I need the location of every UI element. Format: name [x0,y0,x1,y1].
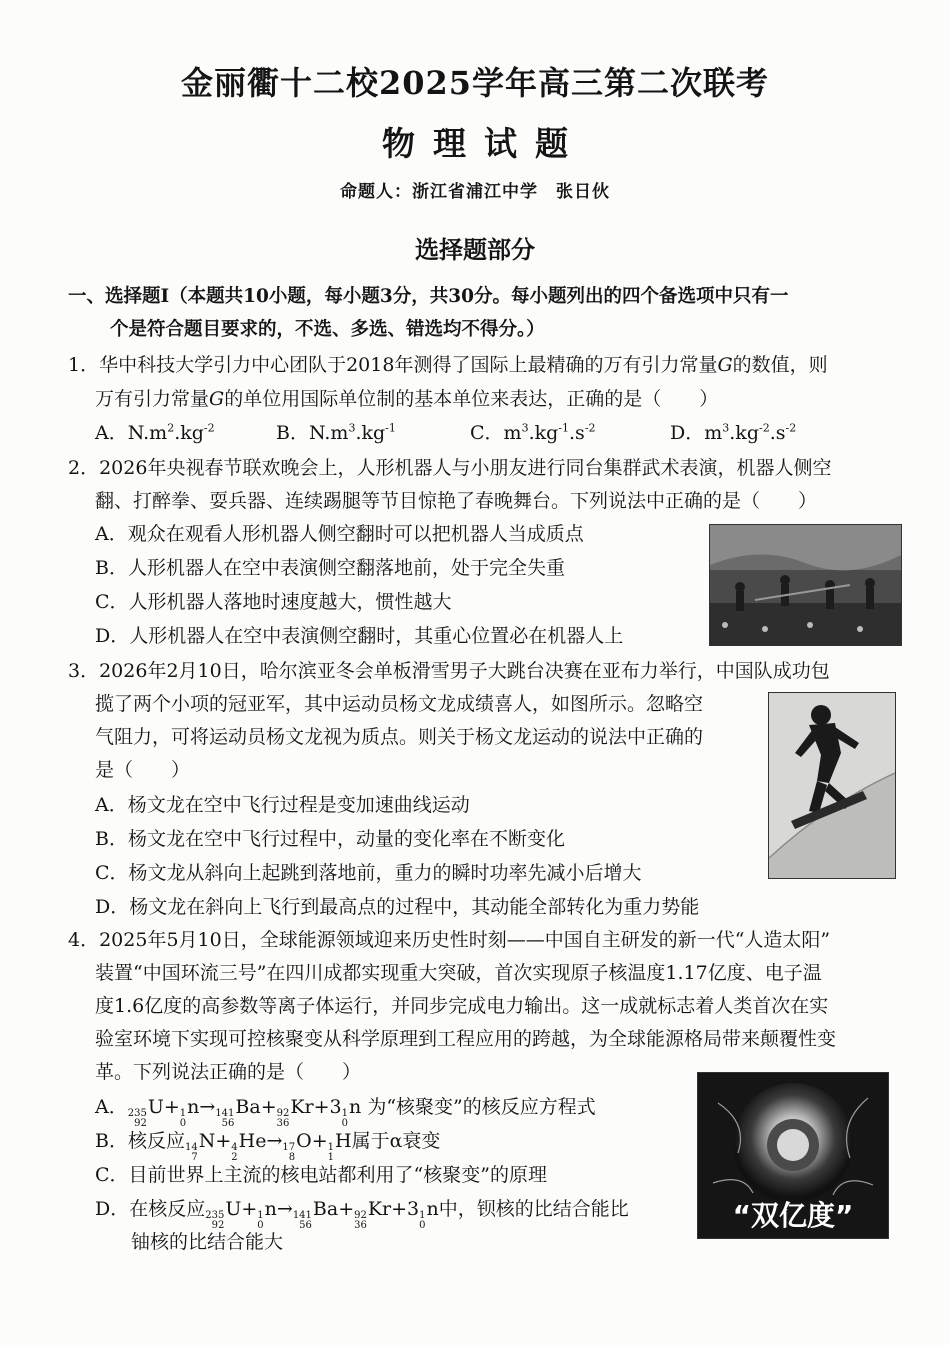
q4-option-b: B．核反应 14 7 N+ 4 2 He→ 17 8 O+ 1 1 H属于α衰变 [95,1130,441,1163]
q4-option-a: A． 235 92 U+ 1 0 n→ 141 56 Ba+ 92 36 Kr+3 1 0 n 为“核聚变”的核反应方程式 [95,1096,596,1129]
q4-stem-cont-4: 革。下列说法正确的是（ ） [95,1061,362,1083]
author-line [0,177,950,202]
q4-stem-cont-2: 度1.6亿度的高参数等离子体运行，并同步完成电力输出。这一成就标志着人类首次在实 [95,995,829,1017]
q3-stem: 3．2026年2月10日，哈尔滨亚冬会单板滑雪男子大跳台决赛在亚布力举行，中国队成功包 [68,660,830,682]
q2-option-d: D．人形机器人在空中表演侧空翻时，其重心位置必在机器人上 [95,625,624,647]
q4-stem-cont-1: 装置“中国环流三号”在四川成都实现重大突破，首次实现原子核温度1.17亿度、电子温 [95,962,822,984]
q4-option-d-cont: 铀核的比结合能大 [131,1231,284,1253]
q4-stem: 4．2025年5月10日，全球能源领域迎来历史性时刻——中国自主研发的新一代“人造太阳” [68,929,831,951]
robot-performance-photo [709,524,902,646]
q3-option-d: D．杨文龙在斜向上飞行到最高点的过程中，其动能全部转化为重力势能 [95,896,700,918]
q3-stem-cont-1: 揽了两个小项的冠亚军，其中运动员杨文龙成绩喜人，如图所示。忽略空 [95,693,704,715]
q2-option-c: C．人形机器人落地时速度越大，惯性越大 [95,591,452,613]
section-instruction: 一、选择题Ⅰ（本题共10小题，每小题3分，共30分。每小题列出的四个备选项中只有一 [68,286,789,307]
q3-option-b: B．杨文龙在空中飞行过程中，动量的变化率在不断变化 [95,828,565,850]
q3-stem-cont-2: 气阻力，可将运动员杨文龙视为质点。则关于杨文龙运动的说法中正确的 [95,726,704,748]
q3-option-c: C．杨文龙从斜向上起跳到落地前，重力的瞬时功率先减小后增大 [95,862,642,884]
section-title: 选择题部分 [415,235,535,264]
q2-option-a: A．观众在观看人形机器人侧空翻时可以把机器人当成质点 [95,523,584,545]
fusion-caption: “双亿度” [732,1199,854,1232]
q1-option-c: C．$m^3.kg^{-1}.s^{-2}$ [470,421,596,444]
q2-stem: 2．2026年央视春节联欢晚会上，人形机器人与小朋友进行同台集群武术表演，机器人侧空 [68,457,832,479]
fusion-plasma-photo [697,1072,889,1239]
q1-stem-cont: 万有引力常量G的单位用国际单位制的基本单位来表达，正确的是（ ） [95,388,719,410]
q3-option-a: A．杨文龙在空中飞行过程是变加速曲线运动 [95,794,470,816]
section-instruction-cont: 个是符合题目要求的，不选、多选、错选均不得分。） [110,319,545,340]
q4-option-d: D．在核反应 235 92 U+ 1 0 n→ 141 56 Ba+ 92 36 Kr+3 1 0 n中，钡核的比结合能比 [95,1198,629,1231]
q1-option-d: D．$m^3.kg^{-2}.s^{-2}$ [670,421,797,444]
q1-stem: 1．华中科技大学引力中心团队于2018年测得了国际上最精确的万有引力常量G的数值，则 [68,354,828,376]
q3-stem-cont-3: 是（ ） [95,759,191,781]
q2-stem-cont: 翻、打醉拳、耍兵器、连续踢腿等节目惊艳了春晚舞台。下列说法中正确的是（ ） [95,490,818,512]
q1-option-a: A．$N.m^2.kg^{-2}$ [95,421,215,444]
q2-option-b: B．人形机器人在空中表演侧空翻落地前，处于完全失重 [95,557,565,579]
subject-title: 物理试题 [382,124,586,163]
q1-option-b: B．$N.m^3.kg^{-1}$ [276,421,396,444]
author-label: 命题人：浙江省浦江中学 [340,182,538,202]
q4-stem-cont-3: 验室环境下实现可控核聚变从科学原理到工程应用的跨越，为全球能源格局带来颠覆性变 [95,1028,837,1050]
snowboarder-photo [768,692,896,879]
q4-option-c: C．目前世界上主流的核电站都利用了“核聚变”的原理 [95,1164,547,1186]
author-name: 张日伙 [556,182,610,202]
exam-title: 金丽衢十二校2025学年高三第二次联考 [180,64,770,102]
